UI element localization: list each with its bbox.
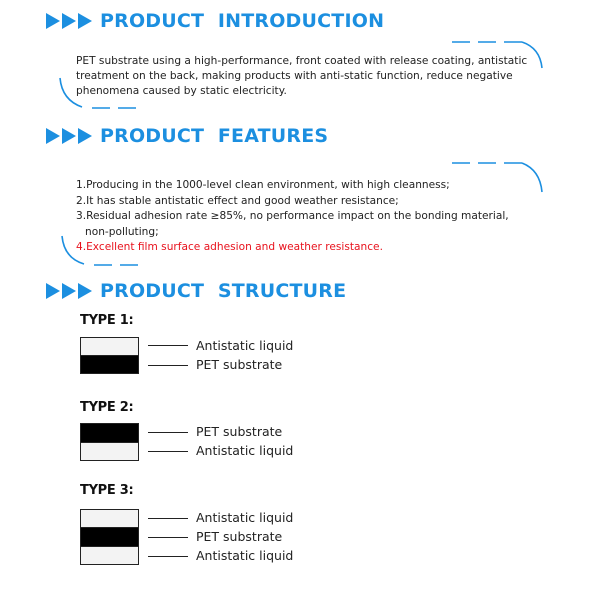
- triple-arrow-icon: [46, 127, 96, 145]
- list-item: 1.Producing in the 1000-level clean environment, with high cleanness;: [76, 179, 450, 191]
- leader-line: [148, 345, 188, 346]
- section-title-structure: [46, 278, 346, 304]
- features-heading: PRODUCT FEATURES: [100, 125, 329, 147]
- type-3-layer-label: Antistatic liquid: [196, 548, 294, 563]
- triple-arrow-icon: [46, 282, 96, 300]
- type-1-layer-pet: [80, 355, 139, 374]
- leader-line: [148, 365, 188, 366]
- type-3-layer-label: PET substrate: [196, 529, 283, 544]
- list-item-highlight: 4.Excellent film surface adhesion and weather resistance.: [76, 241, 383, 253]
- list-item: 2.It has stable antistatic effect and good weather resistance;: [76, 194, 399, 207]
- list-item: non-polluting;: [85, 225, 159, 238]
- leader-line: [148, 556, 188, 557]
- leader-line: [148, 537, 188, 538]
- type-2-layer-label: Antistatic liquid: [196, 443, 294, 458]
- leader-line: [148, 451, 188, 452]
- leader-line: [148, 432, 188, 433]
- section-title-introduction: [46, 8, 384, 34]
- type-1-layer-antistatic: [80, 337, 139, 356]
- leader-line: [148, 518, 188, 519]
- list-item: 3.Residual adhesion rate ≥85%, no performance impact on the bonding material,: [76, 210, 509, 222]
- section-title-features: [46, 123, 328, 149]
- type-1-label: TYPE 1:: [80, 313, 134, 328]
- type-1-layer-label: Antistatic liquid: [196, 338, 294, 353]
- type-3-layer-antistatic-bottom: [80, 546, 139, 565]
- type-3-label: TYPE 3:: [80, 483, 134, 498]
- structure-heading: PRODUCT STRUCTURE: [100, 280, 347, 302]
- type-2-layer-antistatic: [80, 442, 139, 461]
- page-title: PRODUCT INTRODUCTION: [100, 10, 385, 32]
- type-2-label: TYPE 2:: [80, 400, 134, 415]
- feature-list: [76, 178, 546, 256]
- type-1-layer-label: PET substrate: [196, 357, 283, 372]
- introduction-text: PET substrate using a high-performance, front coated with release coating, antistatic treatment on the back, making products with anti-static function, reduce negative phenomena caused by static electricity.: [76, 55, 528, 97]
- triple-arrow-icon: [46, 12, 96, 30]
- type-3-layer-pet: [80, 527, 139, 547]
- type-3-layer-label: Antistatic liquid: [196, 510, 294, 525]
- type-3-layer-antistatic-top: [80, 509, 139, 528]
- type-2-layer-label: PET substrate: [196, 424, 283, 439]
- type-2-layer-pet: [80, 423, 139, 443]
